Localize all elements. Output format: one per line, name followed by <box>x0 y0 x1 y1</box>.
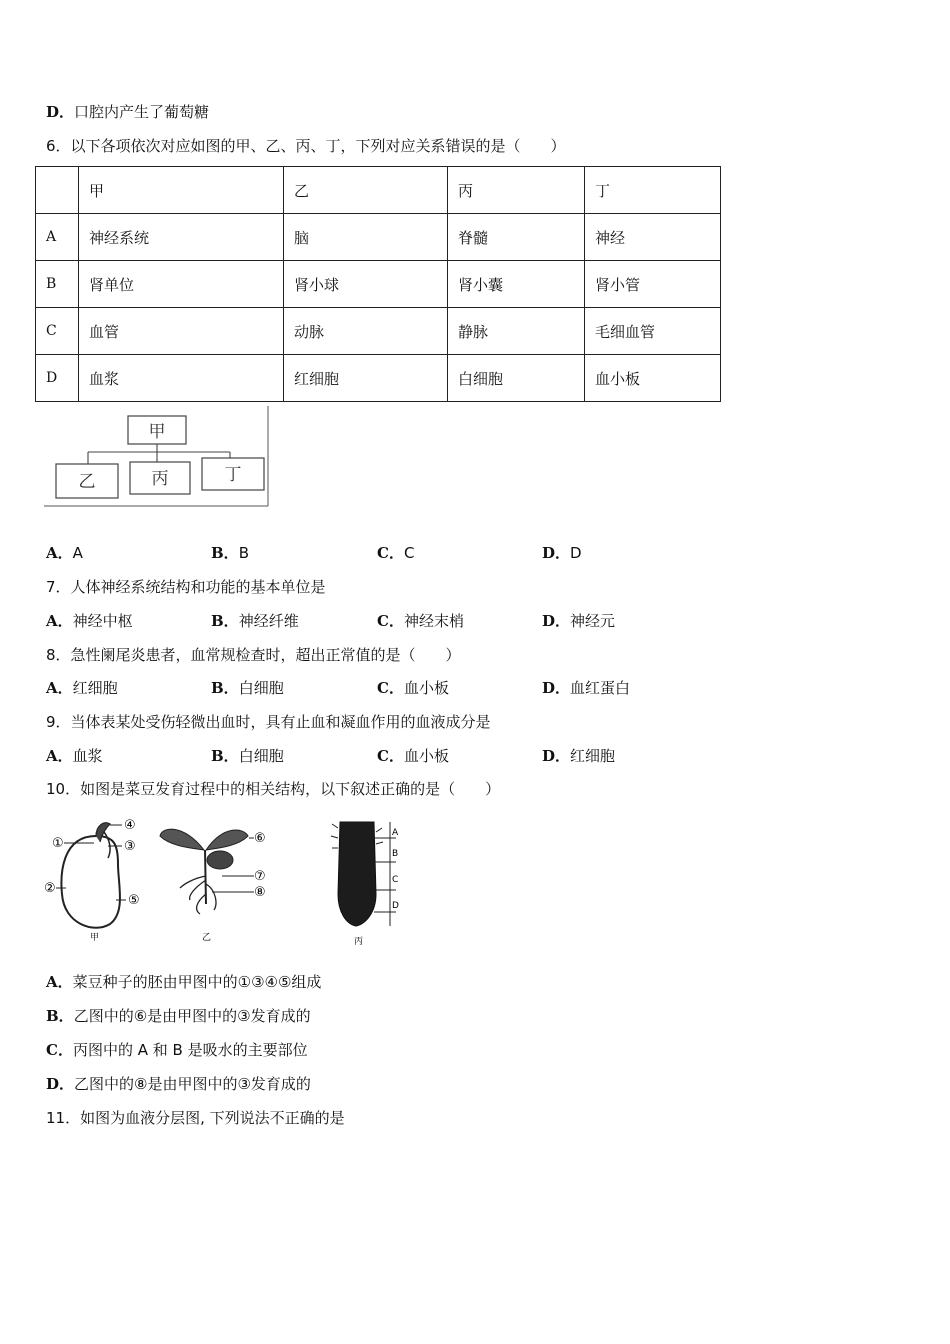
q9-option-d <box>542 746 615 766</box>
marker-2: ② <box>44 881 56 896</box>
table-cell: 神经系统 <box>79 214 284 261</box>
option-label: B． <box>211 747 239 765</box>
table-cell: 脊髓 <box>448 214 585 261</box>
option-label: A． <box>46 747 73 765</box>
marker-7: ⑦ <box>254 869 266 884</box>
option-label: A． <box>46 679 73 697</box>
zone-b-label: B <box>392 849 399 859</box>
q10-option-a <box>46 972 321 992</box>
table-row <box>36 355 721 402</box>
option-label: D． <box>542 612 571 630</box>
option-label: D． <box>542 747 571 765</box>
option-text: 乙图中的⑧是由甲图中的③发育成的 <box>74 1075 311 1093</box>
option-label: B． <box>211 612 239 630</box>
marker-4: ④ <box>124 818 136 833</box>
q8-option-b <box>211 678 284 698</box>
option-label: A． <box>46 973 73 991</box>
option-text: 白细胞 <box>238 679 284 697</box>
table-cell: A <box>36 214 79 261</box>
option-label: C． <box>377 679 404 697</box>
table-row <box>36 167 721 214</box>
table-cell <box>36 167 79 214</box>
option-text: 口腔内产生了葡萄糖 <box>74 103 210 121</box>
table-cell: 甲 <box>79 167 284 214</box>
option-text: 血红蛋白 <box>570 679 631 697</box>
option-label: C． <box>377 612 404 630</box>
q10-option-d <box>46 1074 311 1094</box>
table-cell: 动脉 <box>284 308 448 355</box>
q7-option-a <box>46 611 133 631</box>
q6-option-b <box>211 543 249 563</box>
option-text: 白细胞 <box>238 747 284 765</box>
q10-stem: 10．如图是菜豆发育过程中的相关结构，以下叙述正确的是（ ） <box>46 780 501 798</box>
option-label: D． <box>46 1075 75 1093</box>
table-cell: 神经 <box>585 214 721 261</box>
diagram-label-top: 甲 <box>148 422 166 442</box>
option-label: A． <box>46 544 73 562</box>
root-tip-diagram <box>331 822 399 947</box>
table-cell: 静脉 <box>448 308 585 355</box>
q8-option-a <box>46 678 118 698</box>
table-cell: 白细胞 <box>448 355 585 402</box>
table-row <box>36 214 721 261</box>
caption-jia: 甲 <box>90 933 100 943</box>
q7-option-d <box>542 611 615 631</box>
q9-option-a <box>46 746 103 766</box>
zone-c-label: C <box>392 875 399 885</box>
q10-bean-figure <box>44 814 414 950</box>
seed-diagram <box>44 818 140 943</box>
table-cell: 肾小管 <box>585 261 721 308</box>
q6-table <box>35 166 721 402</box>
table-cell: 脑 <box>284 214 448 261</box>
option-text: 血小板 <box>403 679 449 697</box>
option-label: D． <box>542 544 571 562</box>
option-text: 神经纤维 <box>238 612 299 630</box>
table-cell: 肾小囊 <box>448 261 585 308</box>
option-label: B． <box>211 544 239 562</box>
q10-option-b <box>46 1006 311 1026</box>
table-cell: 血浆 <box>79 355 284 402</box>
option-text: 红细胞 <box>72 679 118 697</box>
q9-option-c <box>377 746 449 766</box>
seedling-diagram <box>160 829 266 943</box>
option-label: C． <box>46 1041 73 1059</box>
table-cell: 丁 <box>585 167 721 214</box>
marker-6: ⑥ <box>254 831 266 846</box>
table-cell: 红细胞 <box>284 355 448 402</box>
q6-option-c <box>377 543 414 563</box>
option-label: D． <box>46 103 75 121</box>
table-cell: 肾小球 <box>284 261 448 308</box>
q7-option-c <box>377 611 464 631</box>
marker-1: ① <box>52 836 64 851</box>
q10-option-c <box>46 1040 308 1060</box>
q6-hierarchy-diagram <box>44 406 270 508</box>
table-cell: C <box>36 308 79 355</box>
marker-5: ⑤ <box>128 893 140 908</box>
q6-stem: 6．以下各项依次对应如图的甲、乙、丙、丁，下列对应关系错误的是（ ） <box>46 137 566 155</box>
table-cell: D <box>36 355 79 402</box>
diagram-label-right: 丁 <box>224 465 242 485</box>
table-cell: 肾单位 <box>79 261 284 308</box>
option-text: 菜豆种子的胚由甲图中的①③④⑤组成 <box>72 973 322 991</box>
caption-yi: 乙 <box>202 933 212 943</box>
table-row <box>36 308 721 355</box>
option-text: 神经元 <box>570 612 616 630</box>
option-label: C． <box>377 544 404 562</box>
q6-option-d <box>542 543 582 563</box>
q8-option-d <box>542 678 630 698</box>
table-cell: 丙 <box>448 167 585 214</box>
table-cell: 乙 <box>284 167 448 214</box>
table-row <box>36 261 721 308</box>
option-label: C． <box>377 747 404 765</box>
option-text: 血浆 <box>72 747 103 765</box>
q8-stem: 8．急性阑尾炎患者，血常规检查时，超出正常值的是（ ） <box>46 646 461 664</box>
option-text: 丙图中的 A 和 B 是吸水的主要部位 <box>72 1041 308 1059</box>
option-label: B． <box>211 679 239 697</box>
option-text: 神经中枢 <box>72 612 133 630</box>
option-text: 神经末梢 <box>403 612 464 630</box>
diagram-label-left: 乙 <box>78 472 96 492</box>
q7-option-b <box>211 611 299 631</box>
q9-option-b <box>211 746 284 766</box>
table-cell: 血小板 <box>585 355 721 402</box>
option-label: B． <box>46 1007 74 1025</box>
option-label: A． <box>46 612 73 630</box>
table-cell: 血管 <box>79 308 284 355</box>
marker-3: ③ <box>124 839 136 854</box>
q6-option-a <box>46 543 83 563</box>
marker-8: ⑧ <box>254 885 266 900</box>
q7-stem: 7．人体神经系统结构和功能的基本单位是 <box>46 578 326 596</box>
q5-option-d <box>46 102 209 122</box>
table-cell: B <box>36 261 79 308</box>
caption-bing: 丙 <box>354 937 364 947</box>
q11-stem: 11．如图为血液分层图, 下列说法不正确的是 <box>46 1109 345 1127</box>
q9-stem: 9．当体表某处受伤轻微出血时，具有止血和凝血作用的血液成分是 <box>46 713 491 731</box>
option-text: D <box>570 544 582 562</box>
option-text: B <box>238 544 249 562</box>
zone-a-label: A <box>392 828 399 838</box>
option-text: 乙图中的⑥是由甲图中的③发育成的 <box>73 1007 311 1025</box>
option-text: A <box>72 544 83 562</box>
option-text: 红细胞 <box>570 747 616 765</box>
table-cell: 毛细血管 <box>585 308 721 355</box>
option-text: C <box>403 544 415 562</box>
q8-option-c <box>377 678 449 698</box>
option-text: 血小板 <box>403 747 449 765</box>
diagram-label-middle: 丙 <box>151 469 169 489</box>
zone-d-label: D <box>392 901 399 911</box>
option-label: D． <box>542 679 571 697</box>
